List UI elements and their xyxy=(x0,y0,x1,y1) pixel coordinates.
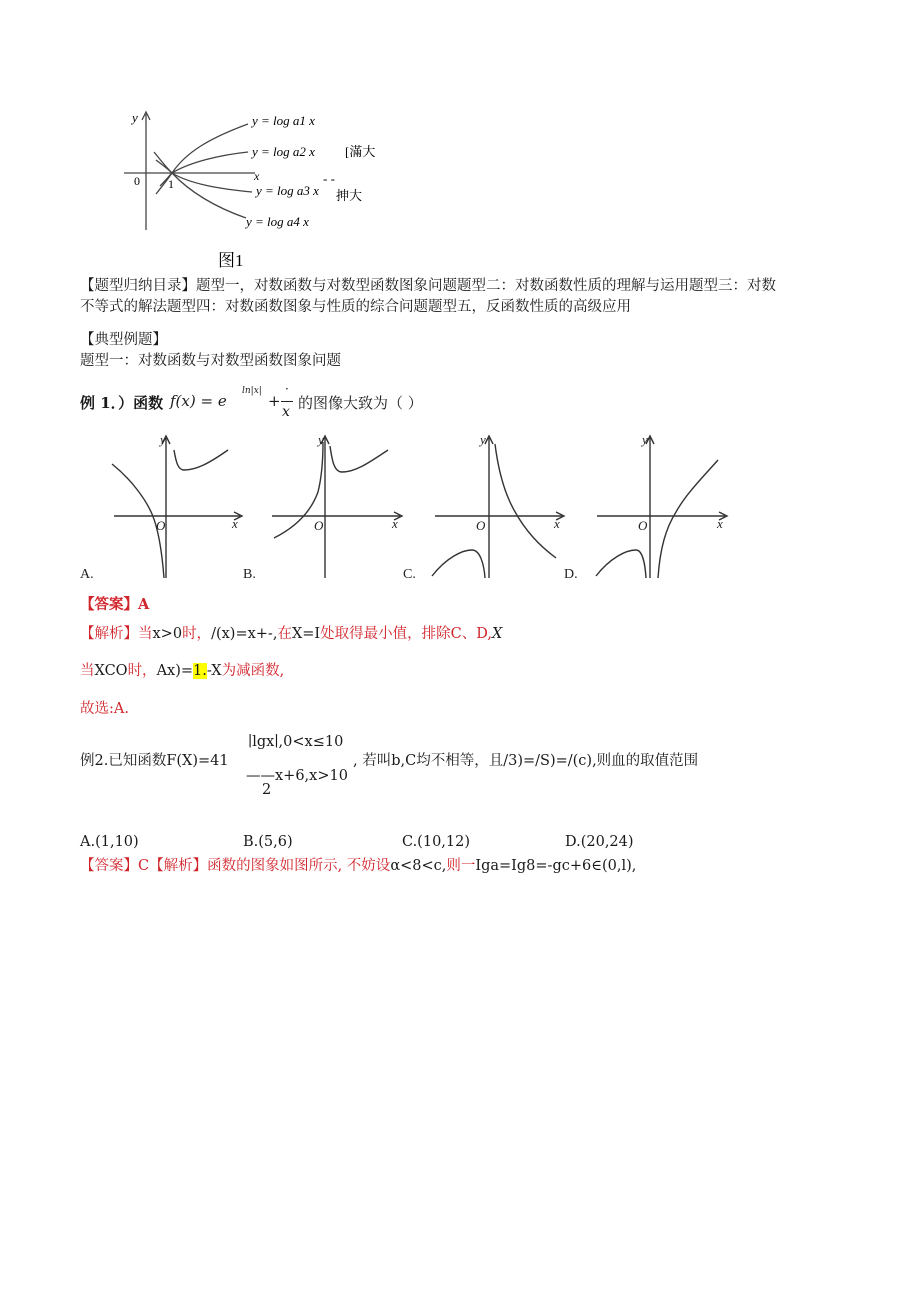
fig1-side-dash: - - xyxy=(323,171,335,186)
optB-y-label: y xyxy=(318,432,324,447)
optD-letter: D. xyxy=(564,567,578,582)
analysis-math: Ax)= xyxy=(156,663,194,679)
example1-analysis-line-1 xyxy=(80,624,502,644)
example2-option-c: C.(10,12) xyxy=(402,834,471,850)
fig1-x-axis-label: x xyxy=(254,169,260,183)
fig1-y-axis-label: y xyxy=(132,110,138,125)
analysis-label: 【解析】 xyxy=(80,626,138,642)
analysis-math: X=I xyxy=(291,626,321,642)
optB-x-label: x xyxy=(392,516,398,531)
analysis-text: C、D, xyxy=(450,626,492,642)
example2-option-a: A.(1,10) xyxy=(80,834,139,850)
example2-option-d: D.(20,24) xyxy=(565,834,634,850)
fig1-side-note-bottom: 抻大 xyxy=(336,188,363,203)
example2-answer-math: Iga=Ig8=-gc+6∈(0,l), xyxy=(475,858,637,874)
optB-origin-label: O xyxy=(314,518,324,533)
fig1-one-label: 1 xyxy=(168,177,174,191)
analysis-math: XCO xyxy=(94,663,128,679)
example1-frac-bar xyxy=(281,401,293,402)
analysis-text: 时， xyxy=(127,663,157,679)
fig1-curve-label: y = log a4 x xyxy=(246,214,309,229)
analysis-text: 时， xyxy=(182,626,212,642)
optC-origin-label: O xyxy=(476,518,486,533)
analysis-highlight: 1. xyxy=(193,663,207,679)
optB-letter: B. xyxy=(243,567,256,582)
example2-answer-math: α<8<c, xyxy=(390,858,447,874)
analysis-text: 当 xyxy=(138,626,153,642)
analysis-text: 在 xyxy=(277,626,292,642)
example1-exponent: ln|x| xyxy=(242,386,262,396)
example2-answer-line xyxy=(80,856,636,876)
analysis-math: X xyxy=(491,626,503,642)
fig1-curve-label: y = log a1 x xyxy=(252,113,315,128)
example2-piece-2: ——x+6,x>10 xyxy=(246,768,348,784)
fig1-caption: 图1 xyxy=(218,251,244,270)
fig1-side-note-top: [滿大 xyxy=(345,144,376,159)
optD-origin-label: O xyxy=(638,518,648,533)
example1-option-graphs xyxy=(80,428,740,588)
example1-frac-num: · xyxy=(285,382,289,396)
analysis-text: 为减函数, xyxy=(221,663,285,679)
optA-origin-label: O xyxy=(156,518,166,533)
analysis-math: -X xyxy=(206,663,222,679)
example2-condition: , 若叫b,C均不相等，且/3)=/S)=/(c),则血的取值范围 xyxy=(353,753,699,769)
example2-answer: 【答案】C【解析】函数的图象如图所示, 不妨设 xyxy=(80,858,391,874)
fig1-curve-label: y = log a2 x xyxy=(252,144,315,159)
fig1-origin-label: 0 xyxy=(134,174,140,188)
example2-lead: 例2.已知函数F(X)=41 xyxy=(80,753,229,769)
example1-conclusion: 故选:A. xyxy=(80,701,129,717)
analysis-math: x>0 xyxy=(152,626,183,642)
examples-heading: 【典型例题】 xyxy=(80,332,167,348)
analysis-text: 处取得最小值，排除 xyxy=(320,626,451,642)
fig1-curve-label: y = log a3 x xyxy=(256,183,319,198)
example1-answer: 【答案】A xyxy=(80,596,150,613)
optA-x-label: x xyxy=(232,516,238,531)
summary-line-2: 不等式的解法题型四：对数函数图象与性质的综合问题题型五，反函数性质的高级应用 xyxy=(80,299,631,315)
optA-y-label: y xyxy=(160,432,166,447)
optD-y-label: y xyxy=(642,432,648,447)
type1-title: 题型一：对数函数与对数型函数图象问题 xyxy=(80,353,341,369)
example1-func: f(x) = e xyxy=(170,392,227,410)
example1-suffix: 的图像大致为（ ） xyxy=(298,394,423,412)
example1-frac-den: x xyxy=(282,404,290,420)
optC-y-label: y xyxy=(480,432,486,447)
example2-piece-2-den: 2 xyxy=(262,782,272,798)
optA-letter: A. xyxy=(80,567,94,582)
example1-prefix: 例 1．）函数 xyxy=(80,394,164,412)
example1-analysis-line-2 xyxy=(80,661,284,681)
figure-1-log-graphs xyxy=(120,100,420,280)
example2-option-b: B.(5,6) xyxy=(243,834,293,850)
optD-x-label: x xyxy=(717,516,723,531)
optC-x-label: x xyxy=(554,516,560,531)
summary-line-1: 【题型归纳目录】题型一，对数函数与对数型函数图象问题题型二：对数函数性质的理解与运用题型三：对数 xyxy=(80,278,776,294)
analysis-math: /(x)=x+-, xyxy=(211,626,278,642)
example2-piece-1: ∣lgx∣,0<x≤10 xyxy=(248,734,344,750)
example1-plus: + xyxy=(268,392,281,410)
example2-answer-text: 则一 xyxy=(446,858,476,874)
optC-letter: C. xyxy=(403,567,416,582)
analysis-text: 当 xyxy=(80,663,95,679)
